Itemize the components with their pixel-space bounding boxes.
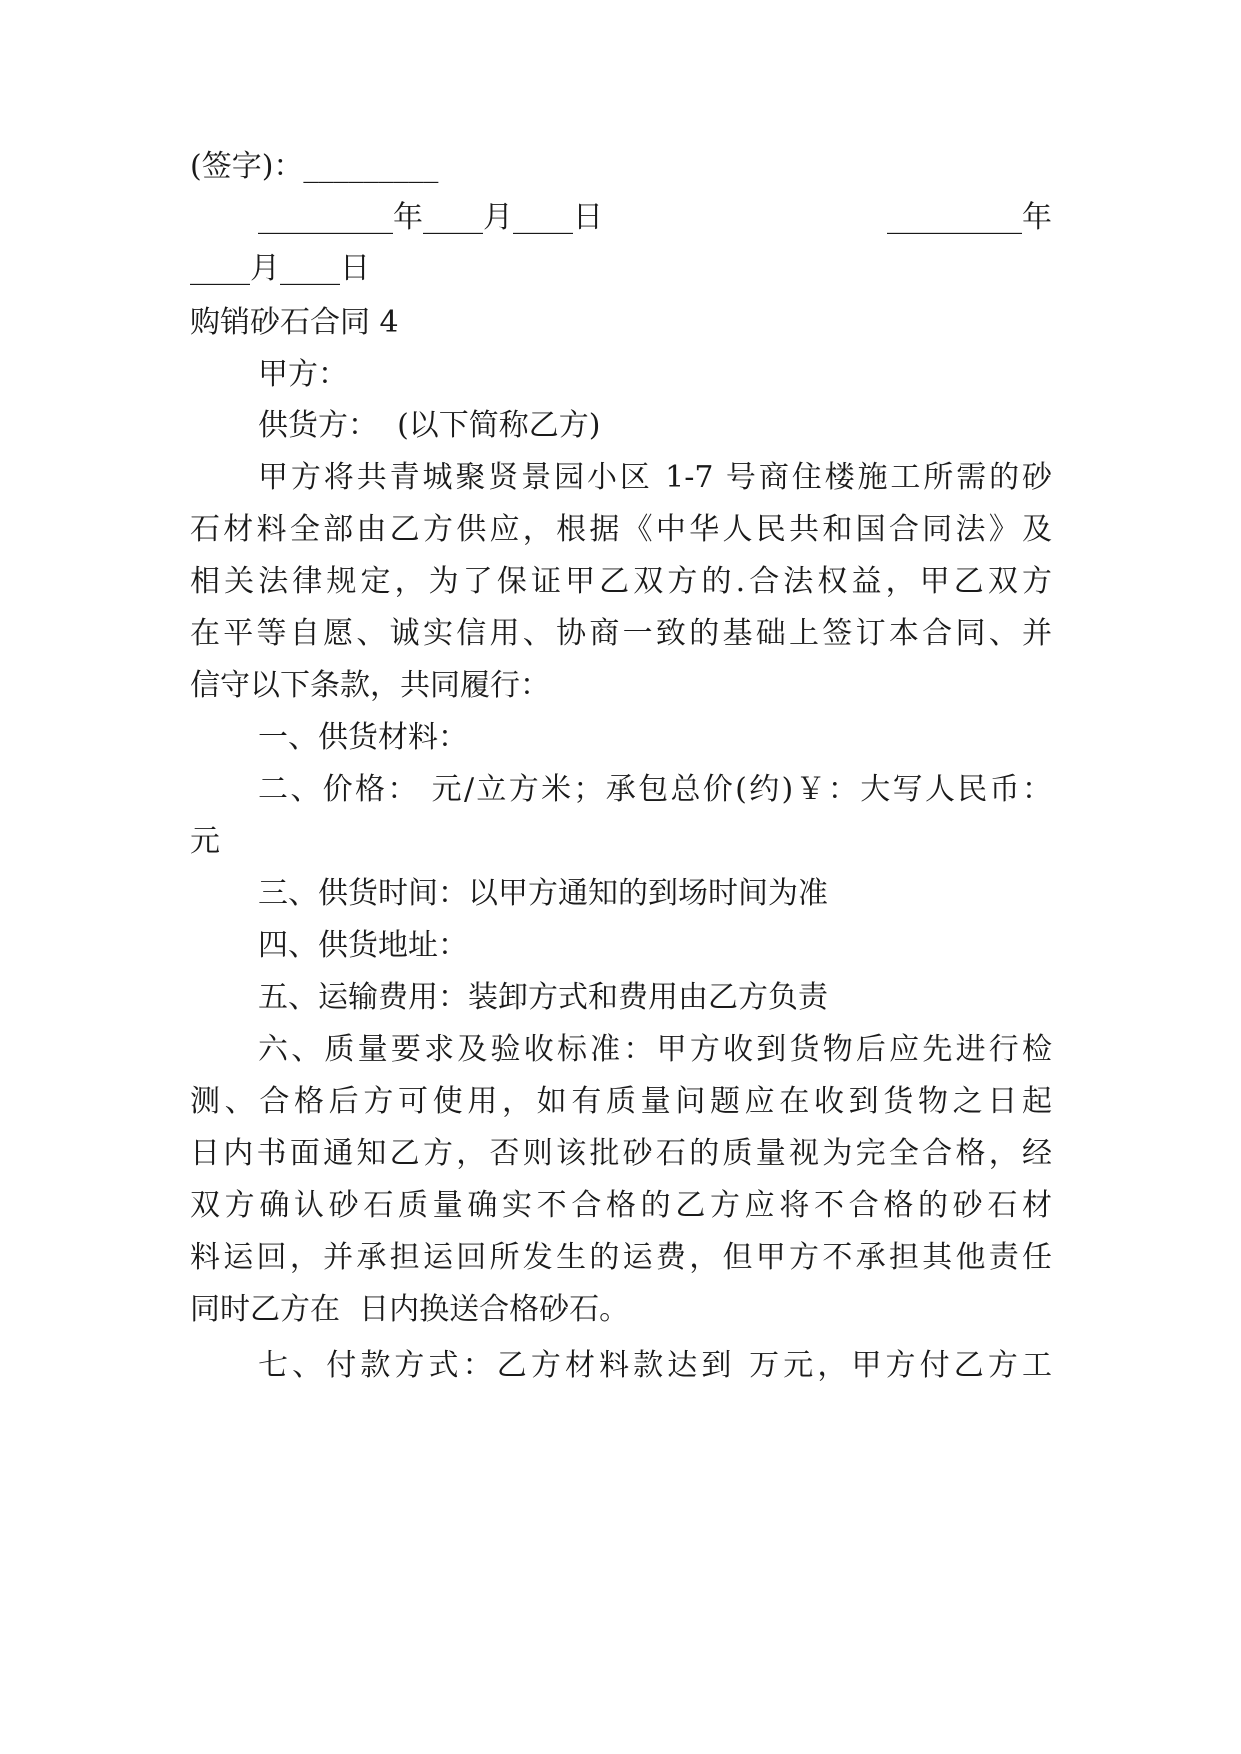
supplier-party: 供货方： (以下简称乙方) bbox=[258, 408, 601, 443]
clause-4-address: 四、供货地址： bbox=[258, 928, 468, 963]
intro-line: 信守以下条款，共同履行： bbox=[190, 668, 550, 703]
signature-date-left: _________年____月____日 bbox=[258, 200, 603, 235]
clause-2-price: 二、价格： 元/立方米；承包总价(约)￥：大写人民币： bbox=[258, 772, 1052, 807]
clause-1-materials: 一、供货材料： bbox=[258, 720, 468, 755]
intro-line: 相关法律规定，为了保证甲乙双方的.合法权益，甲乙双方 bbox=[190, 564, 1052, 599]
clause-6-quality-cont: 双方确认砂石质量确实不合格的乙方应将不合格的砂石材 bbox=[190, 1188, 1052, 1223]
signature-label: (签字)：_________ bbox=[190, 149, 439, 184]
clause-6-quality-cont: 料运回，并承担运回所发生的运费，但甲方不承担其他责任 bbox=[190, 1240, 1052, 1275]
document-page bbox=[190, 0, 1052, 1754]
clause-6-quality-cont: 测、合格后方可使用，如有质量问题应在收到货物之日起 bbox=[190, 1084, 1052, 1119]
intro-line: 甲方将共青城聚贤景园小区 1-7 号商住楼施工所需的砂 bbox=[258, 460, 1052, 495]
party-a: 甲方： bbox=[258, 357, 348, 392]
clause-2-price-cont: 元 bbox=[190, 824, 220, 859]
clause-3-time: 三、供货时间：以甲方通知的到场时间为准 bbox=[258, 876, 828, 911]
intro-line: 石材料全部由乙方供应，根据《中华人民共和国合同法》及 bbox=[190, 512, 1052, 547]
clause-5-transport: 五、运输费用：装卸方式和费用由乙方负责 bbox=[258, 980, 828, 1015]
contract-title: 购销砂石合同 4 bbox=[190, 305, 399, 340]
signature-date-right: _________年 bbox=[887, 200, 1052, 235]
signature-date-right-continued: ____月____日 bbox=[190, 251, 370, 286]
clause-6-quality: 六、质量要求及验收标准：甲方收到货物后应先进行检 bbox=[258, 1032, 1052, 1067]
clause-6-quality-cont: 同时乙方在 日内换送合格砂石。 bbox=[190, 1292, 630, 1327]
intro-line: 在平等自愿、诚实信用、协商一致的基础上签订本合同、并 bbox=[190, 616, 1052, 651]
clause-7-payment: 七、付款方式：乙方材料款达到 万元，甲方付乙方工 bbox=[258, 1348, 1052, 1383]
clause-6-quality-cont: 日内书面通知乙方，否则该批砂石的质量视为完全合格，经 bbox=[190, 1136, 1052, 1171]
